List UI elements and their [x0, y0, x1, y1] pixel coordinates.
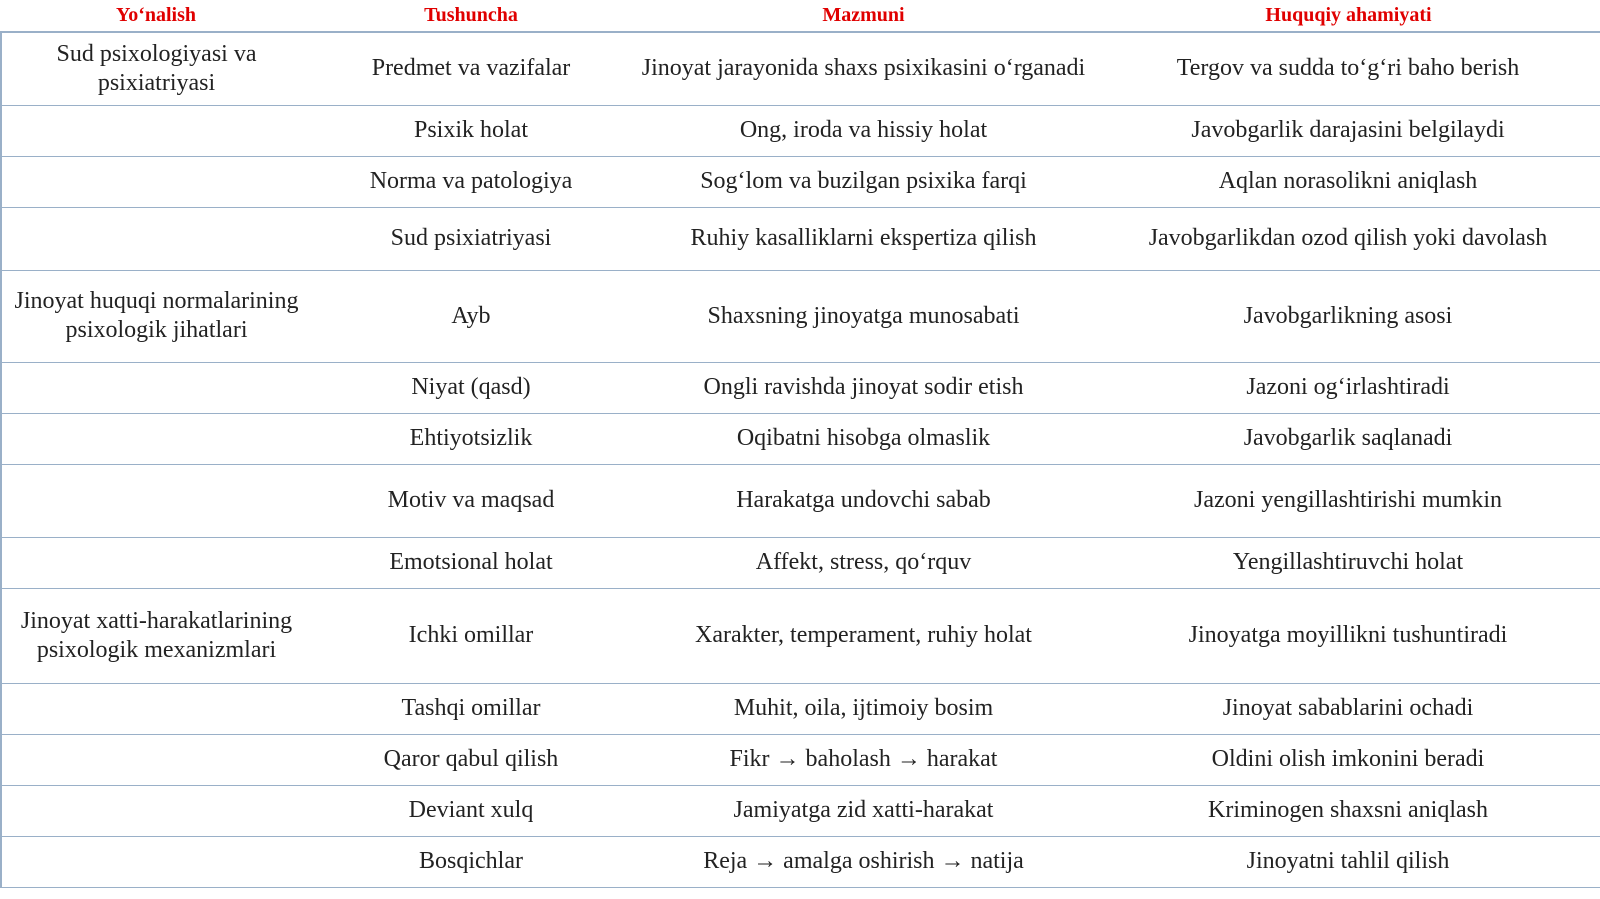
table-row [1, 836, 1600, 887]
table-cell: Tergov va sudda to‘g‘ri baho berish [1096, 32, 1600, 105]
table-cell: Harakatga undovchi sabab [631, 464, 1096, 537]
table-cell: Niyat (qasd) [311, 362, 631, 413]
table-cell: Ruhiy kasalliklarni ekspertiza qilish [631, 207, 1096, 270]
table-cell [1, 207, 311, 270]
table-cell: Tashqi omillar [311, 683, 631, 734]
table-cell: Jazoni yengillashtirishi mumkin [1096, 464, 1600, 537]
table-cell: Jinoyat xatti-harakatlarining psixologik mexanizmlari [1, 588, 311, 683]
table-cell: Reja → amalga oshirish → natija [631, 836, 1096, 887]
table-cell: Psixik holat [311, 105, 631, 156]
table-cell: Jinoyat sabablarini ochadi [1096, 683, 1600, 734]
table-cell: Sog‘lom va buzilgan psixika farqi [631, 156, 1096, 207]
header-row [1, 0, 1600, 32]
table-cell: Norma va patologiya [311, 156, 631, 207]
table-row [1, 32, 1600, 105]
table-cell: Jinoyatga moyillikni tushuntiradi [1096, 588, 1600, 683]
table-cell: Shaxsning jinoyatga munosabati [631, 270, 1096, 362]
table-row [1, 464, 1600, 537]
table-row [1, 105, 1600, 156]
table-cell [1, 362, 311, 413]
table-row [1, 362, 1600, 413]
table-row [1, 537, 1600, 588]
table-cell: Deviant xulq [311, 785, 631, 836]
table-cell [1, 836, 311, 887]
table-cell: Jazoni og‘irlashtiradi [1096, 362, 1600, 413]
table-cell [1, 413, 311, 464]
table-row [1, 156, 1600, 207]
table-cell: Ayb [311, 270, 631, 362]
table-cell: Aqlan norasolikni aniqlash [1096, 156, 1600, 207]
table-cell [1, 464, 311, 537]
table-cell: Oldini olish imkonini beradi [1096, 734, 1600, 785]
table-cell: Yengillashtiruvchi holat [1096, 537, 1600, 588]
table-cell: Sud psixiatriyasi [311, 207, 631, 270]
table-cell: Javobgarlik darajasini belgilaydi [1096, 105, 1600, 156]
table-row [1, 588, 1600, 683]
table-cell [1, 105, 311, 156]
table-cell: Qaror qabul qilish [311, 734, 631, 785]
header-cell-legal-significance: Huquqiy ahamiyati [1096, 0, 1600, 32]
table-cell [1, 537, 311, 588]
table-cell: Fikr → baholash → harakat [631, 734, 1096, 785]
table-cell: Jinoyat jarayonida shaxs psixikasini o‘rganadi [631, 32, 1096, 105]
table-cell: Muhit, oila, ijtimoiy bosim [631, 683, 1096, 734]
table-cell: Ongli ravishda jinoyat sodir etish [631, 362, 1096, 413]
table-cell: Jinoyatni tahlil qilish [1096, 836, 1600, 887]
table-cell: Javobgarlikdan ozod qilish yoki davolash [1096, 207, 1600, 270]
table-cell: Ehtiyotsizlik [311, 413, 631, 464]
table-cell: Bosqichlar [311, 836, 631, 887]
table-cell: Sud psixologiyasi va psixiatriyasi [1, 32, 311, 105]
table-row [1, 683, 1600, 734]
table-cell [1, 683, 311, 734]
table-cell: Ichki omillar [311, 588, 631, 683]
table-cell [1, 156, 311, 207]
table-row [1, 270, 1600, 362]
table-cell [1, 734, 311, 785]
header-cell-direction: Yo‘nalish [1, 0, 311, 32]
header-cell-concept: Tushuncha [311, 0, 631, 32]
table-cell [1, 785, 311, 836]
table-cell: Jinoyat huquqi normalarining psixologik jihatlari [1, 270, 311, 362]
table-cell: Kriminogen shaxsni aniqlash [1096, 785, 1600, 836]
table-cell: Ong, iroda va hissiy holat [631, 105, 1096, 156]
table-cell: Emotsional holat [311, 537, 631, 588]
header-cell-content: Mazmuni [631, 0, 1096, 32]
table-cell: Motiv va maqsad [311, 464, 631, 537]
table-cell: Affekt, stress, qo‘rquv [631, 537, 1096, 588]
table-cell: Javobgarlik saqlanadi [1096, 413, 1600, 464]
table-row [1, 785, 1600, 836]
table-cell: Oqibatni hisobga olmaslik [631, 413, 1096, 464]
table-row [1, 734, 1600, 785]
table-body [1, 32, 1600, 887]
table-cell: Jamiyatga zid xatti-harakat [631, 785, 1096, 836]
table-cell: Xarakter, temperament, ruhiy holat [631, 588, 1096, 683]
table-cell: Predmet va vazifalar [311, 32, 631, 105]
table-cell: Javobgarlikning asosi [1096, 270, 1600, 362]
table-row [1, 413, 1600, 464]
table-row [1, 207, 1600, 270]
